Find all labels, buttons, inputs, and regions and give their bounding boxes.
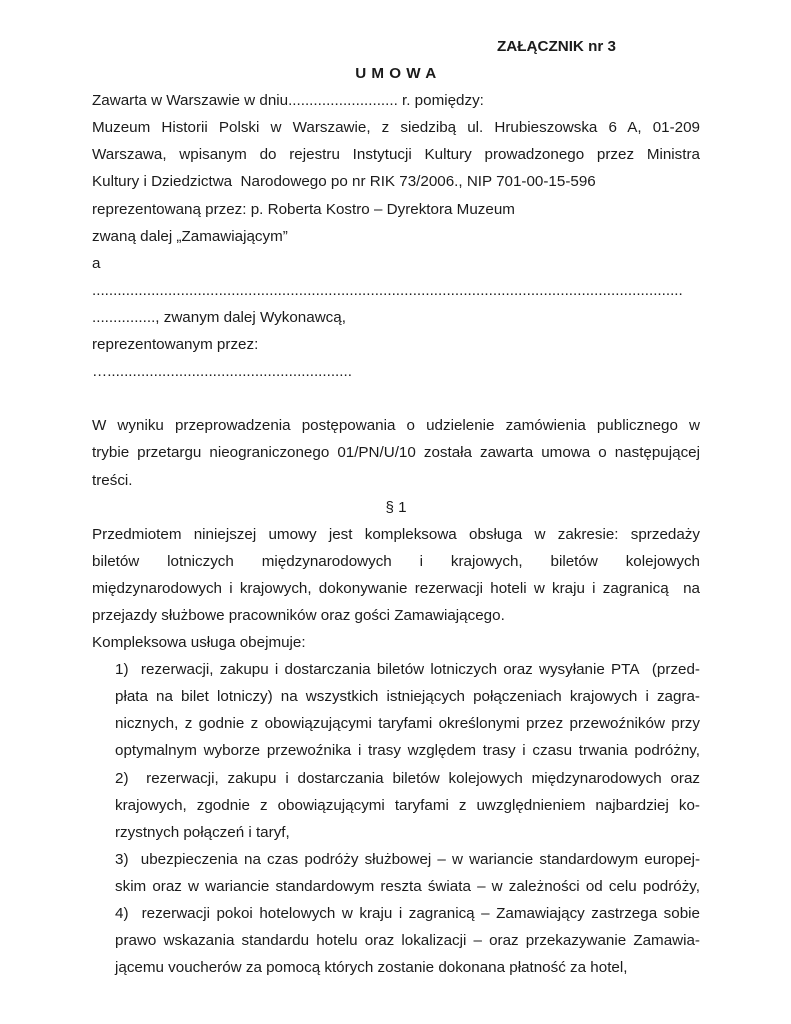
document-line: reprezentowanym przez: — [92, 336, 259, 354]
document-line: Warszawa, wpisanym do rejestru Instytucji Kultury prowadzonego przez Ministra — [92, 146, 700, 164]
blank-line — [92, 385, 700, 412]
document-line: Kompleksowa usługa obejmuje: — [92, 634, 306, 652]
document-line-dotted-fill: ............................................................................................................................................ — [92, 281, 683, 299]
list-item-4-line: prawo wskazania standardu hotelu oraz lokalizacji – oraz przekazywanie Zamawia- — [115, 932, 700, 950]
document-line: biletów lotniczych międzynarodowych i krajowych, biletów kolejowych — [92, 552, 700, 570]
clause-heading: § 1 — [385, 498, 407, 516]
document-line: reprezentowaną przez: p. Roberta Kostro – Dyrektora Muzeum — [92, 200, 515, 218]
document-line-dotted-fill: ….......................................................... — [92, 363, 352, 381]
document-line: międzynarodowych i krajowych, dokonywanie rezerwacji hoteli w kraju i zagranicą na — [92, 579, 700, 597]
document-line: zwaną dalej „Zamawiającym” — [92, 227, 288, 245]
document-line: Przedmiotem niniejszej umowy jest kompleksowa obsługa w zakresie: sprzedaży — [92, 525, 700, 543]
list-item-1-line: nicznych, z godnie z obowiązującymi taryfami określonymi przez przewoźników przy — [115, 715, 700, 733]
document-line: trybie przetargu nieograniczonego 01/PN/U/10 została zawarta umowa o następującej — [92, 444, 700, 462]
list-item-1-line: płata na bilet lotniczy) na wszystkich istniejących połączeniach krajowych i zagra- — [115, 688, 700, 706]
attachment-label: ZAŁĄCZNIK nr 3 — [497, 38, 616, 55]
document-line: przejazdy służbowe pracowników oraz gości Zamawiającego. — [92, 606, 505, 624]
list-item-1-line: 1) rezerwacji, zakupu i dostarczania biletów lotniczych oraz wysyłanie PTA (przed- — [115, 661, 700, 679]
document-title: U M O W A — [355, 65, 437, 83]
list-item-2-line: 2) rezerwacji, zakupu i dostarczania biletów kolejowych międzynarodowych oraz — [115, 769, 700, 787]
list-item-2-line: rzystnych połączeń i taryf, — [115, 823, 290, 841]
list-item-2-line: krajowych, zgodnie z obowiązującymi taryfami z uwzględnieniem najbardziej ko- — [115, 796, 700, 814]
document-line: ..............., zwanym dalej Wykonawcą, — [92, 308, 346, 326]
list-item-1-line: optymalnym wyborze przewoźnika i trasy względem trasy i czasu trwania podróżny, — [115, 742, 700, 760]
list-item-4-line: jącemu voucherów za pomocą których zostanie dokonana płatność za hotel, — [115, 959, 628, 977]
document-line: Muzeum Historii Polski w Warszawie, z siedzibą ul. Hrubieszowska 6 A, 01-209 — [92, 119, 700, 137]
document-line: a — [92, 254, 101, 272]
list-item-3-line: skim oraz w wariancie standardowym reszta świata – w zależności od celu podróży, — [115, 877, 700, 895]
document-line: Kultury i Dziedzictwa Narodowego po nr RIK 73/2006., NIP 701-00-15-596 — [92, 173, 596, 191]
document-line: treści. — [92, 471, 133, 489]
list-item-4-line: 4) rezerwacji pokoi hotelowych w kraju i zagranicą – Zamawiający zastrzega sobie — [115, 905, 700, 922]
document-line-date: Zawarta w Warszawie w dniu.......................... r. pomiędzy: — [92, 92, 484, 110]
list-item-3-line: 3) ubezpieczenia na czas podróży służbowej – w wariancie standardowym europej- — [115, 850, 700, 868]
document-line: W wyniku przeprowadzenia postępowania o udzielenie zamówienia publicznego w — [92, 417, 700, 435]
